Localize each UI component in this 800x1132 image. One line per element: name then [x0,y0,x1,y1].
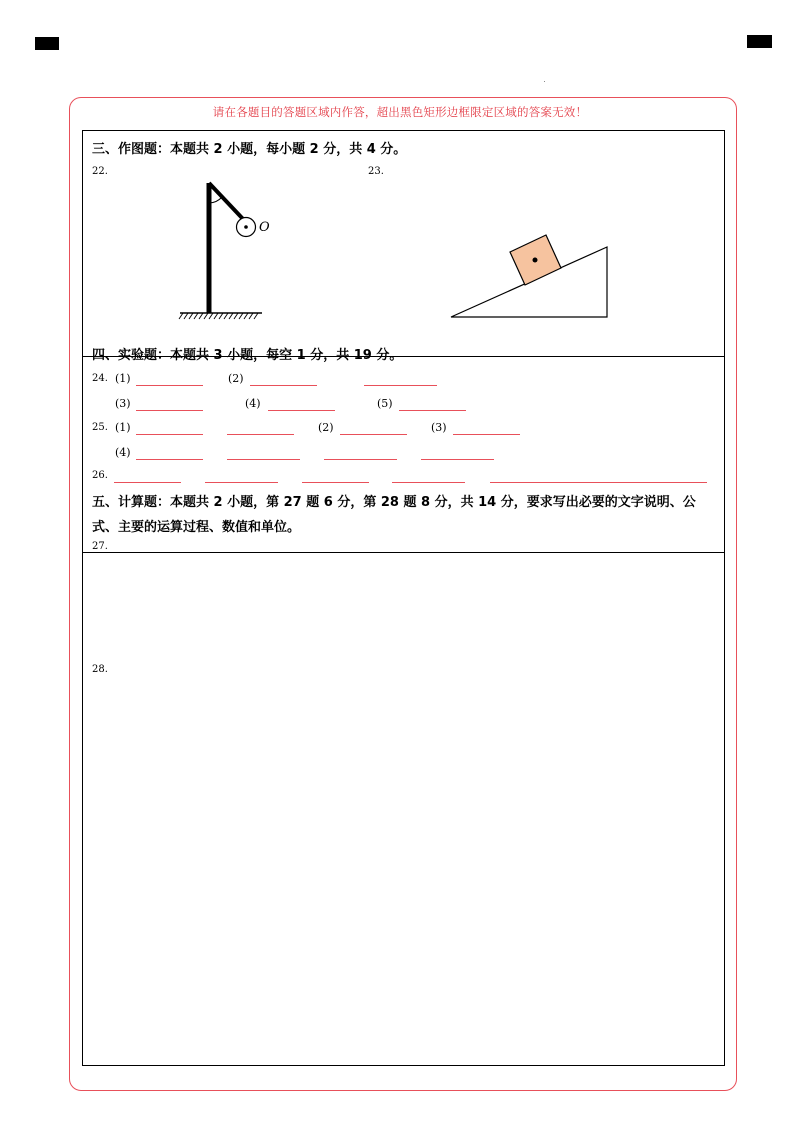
q24-label-5: (5) [377,397,393,410]
q25-label-2: (2) [318,421,334,434]
alignment-mark-left [35,37,59,50]
q24-label-2: (2) [228,372,244,385]
q27-number: 27. [92,541,108,552]
q24-label-4: (4) [245,397,261,410]
q26-blank-2[interactable] [205,482,278,483]
q26-number: 26. [92,470,108,481]
section4-title: 四、实验题：本题共 3 小题，每空 1 分，共 19 分。 [92,348,403,363]
q24-number: 24. [92,373,108,384]
q25-number: 25. [92,422,108,433]
q24-blank-5[interactable] [399,410,466,411]
q25-label-3: (3) [431,421,447,434]
q26-blank-4[interactable] [392,482,465,483]
q25-blank-4c[interactable] [324,459,397,460]
q26-blank-5[interactable] [490,482,707,483]
notice-text: 请在各题目的答题区域内作答，超出黑色矩形边框限定区域的答案无效！ [212,105,588,119]
q25-blank-4b[interactable] [227,459,300,460]
alignment-mark-right [747,35,772,48]
q26-blank-3[interactable] [302,482,369,483]
q25-label-4: (4) [115,446,131,459]
q26-blank-1[interactable] [114,482,181,483]
q25-blank-3[interactable] [453,434,520,435]
section5-title-line2: 式、主要的运算过程、数值和单位。 [92,520,301,535]
q24-blank-3[interactable] [136,410,203,411]
scan-dot [544,81,545,82]
q25-blank-2[interactable] [340,434,407,435]
pivot-label: O [259,220,270,235]
q25-blank-4d[interactable] [421,459,494,460]
q24-blank-4[interactable] [268,410,335,411]
q25-label-1: (1) [115,421,131,434]
q24-blank-2[interactable] [250,385,317,386]
q25-blank-1a[interactable] [136,434,203,435]
q24-blank-2b[interactable] [364,385,437,386]
q23-number: 23. [368,166,384,177]
q22-number: 22. [92,166,108,177]
section5-answer-box[interactable] [82,552,725,1066]
q28-number: 28. [92,664,108,675]
q25-blank-4a[interactable] [136,459,203,460]
q24-blank-1[interactable] [136,385,203,386]
q24-label-1: (1) [115,372,131,385]
section3-title: 三、作图题：本题共 2 小题，每小题 2 分，共 4 分。 [92,142,407,157]
q24-label-3: (3) [115,397,131,410]
q25-blank-1b[interactable] [227,434,294,435]
section3-answer-box [82,130,725,357]
section5-title-line1: 五、计算题：本题共 2 小题，第 27 题 6 分，第 28 题 8 分，共 14 分，要求写出必要的文字说明、公 [92,495,696,510]
